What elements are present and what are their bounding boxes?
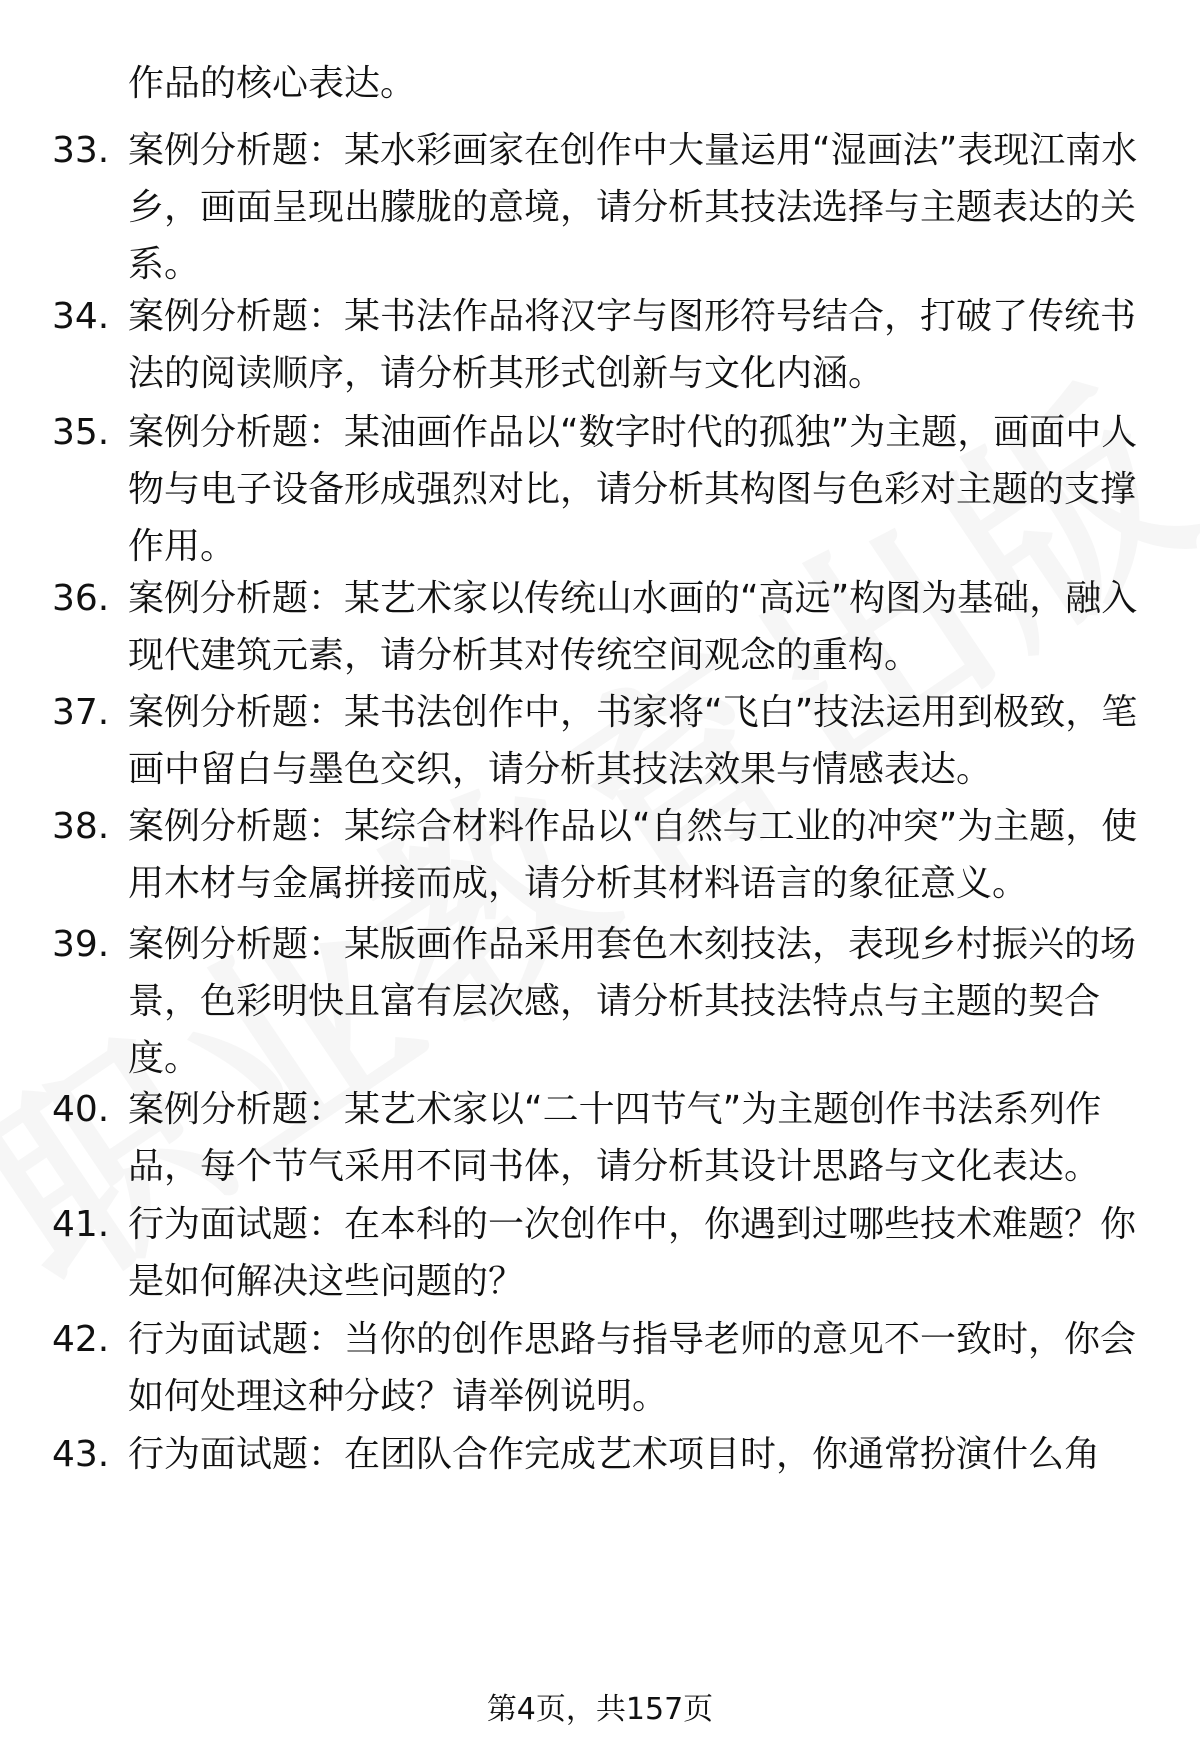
page-footer: 第4页，共157页 bbox=[486, 1692, 714, 1727]
question-text: 行为面试题：在团队合作完成艺术项目时，你通常扮演什么角 bbox=[128, 1434, 1101, 1475]
question-text: 行为面试题：当你的创作思路与指导老师的意见不一致时，你会如何处理这种分歧？请举例说明。 bbox=[128, 1319, 1137, 1417]
intro-tail-text: 作品的核心表达。 bbox=[128, 63, 417, 104]
question-number: 40. bbox=[52, 1089, 110, 1130]
question-number: 43. bbox=[52, 1434, 110, 1475]
question-number: 34. bbox=[52, 296, 110, 337]
question-number: 38. bbox=[52, 806, 110, 847]
question-number: 35. bbox=[52, 412, 110, 453]
question-text: 案例分析题：某书法作品将汉字与图形符号结合，打破了传统书法的阅读顺序，请分析其形式创新与文化内涵。 bbox=[128, 296, 1137, 394]
question-text: 案例分析题：某版画作品采用套色木刻技法，表现乡村振兴的场景，色彩明快且富有层次感，请分析其技法特点与主题的契合度。 bbox=[128, 924, 1137, 1079]
question-number: 36. bbox=[52, 578, 110, 619]
question-text: 案例分析题：某油画作品以“数字时代的孤独”为主题，画面中人物与电子设备形成强烈对比，请分析其构图与色彩对主题的支撑作用。 bbox=[128, 412, 1138, 567]
question-number: 39. bbox=[52, 924, 110, 965]
question-number: 33. bbox=[52, 130, 110, 171]
question-text: 案例分析题：某艺术家以“二十四节气”为主题创作书法系列作品，每个节气采用不同书体，请分析其设计思路与文化表达。 bbox=[128, 1089, 1102, 1187]
question-text: 行为面试题：在本科的一次创作中，你遇到过哪些技术难题？你是如何解决这些问题的？ bbox=[128, 1204, 1137, 1302]
question-text: 案例分析题：某综合材料作品以“自然与工业的冲突”为主题，使用木材与金属拼接而成，请分析其材料语言的象征意义。 bbox=[128, 806, 1138, 904]
question-number: 41. bbox=[52, 1204, 110, 1245]
question-text: 案例分析题：某水彩画家在创作中大量运用“湿画法”表现江南水乡，画面呈现出朦胧的意境，请分析其技法选择与主题表达的关系。 bbox=[128, 130, 1138, 285]
question-text: 案例分析题：某书法创作中，书家将“飞白”技法运用到极致，笔画中留白与墨色交织，请分析其技法效果与情感表达。 bbox=[128, 692, 1138, 790]
question-text: 案例分析题：某艺术家以传统山水画的“高远”构图为基础，融入现代建筑元素，请分析其对传统空间观念的重构。 bbox=[128, 578, 1138, 676]
question-number: 37. bbox=[52, 692, 110, 733]
question-number: 42. bbox=[52, 1319, 110, 1360]
